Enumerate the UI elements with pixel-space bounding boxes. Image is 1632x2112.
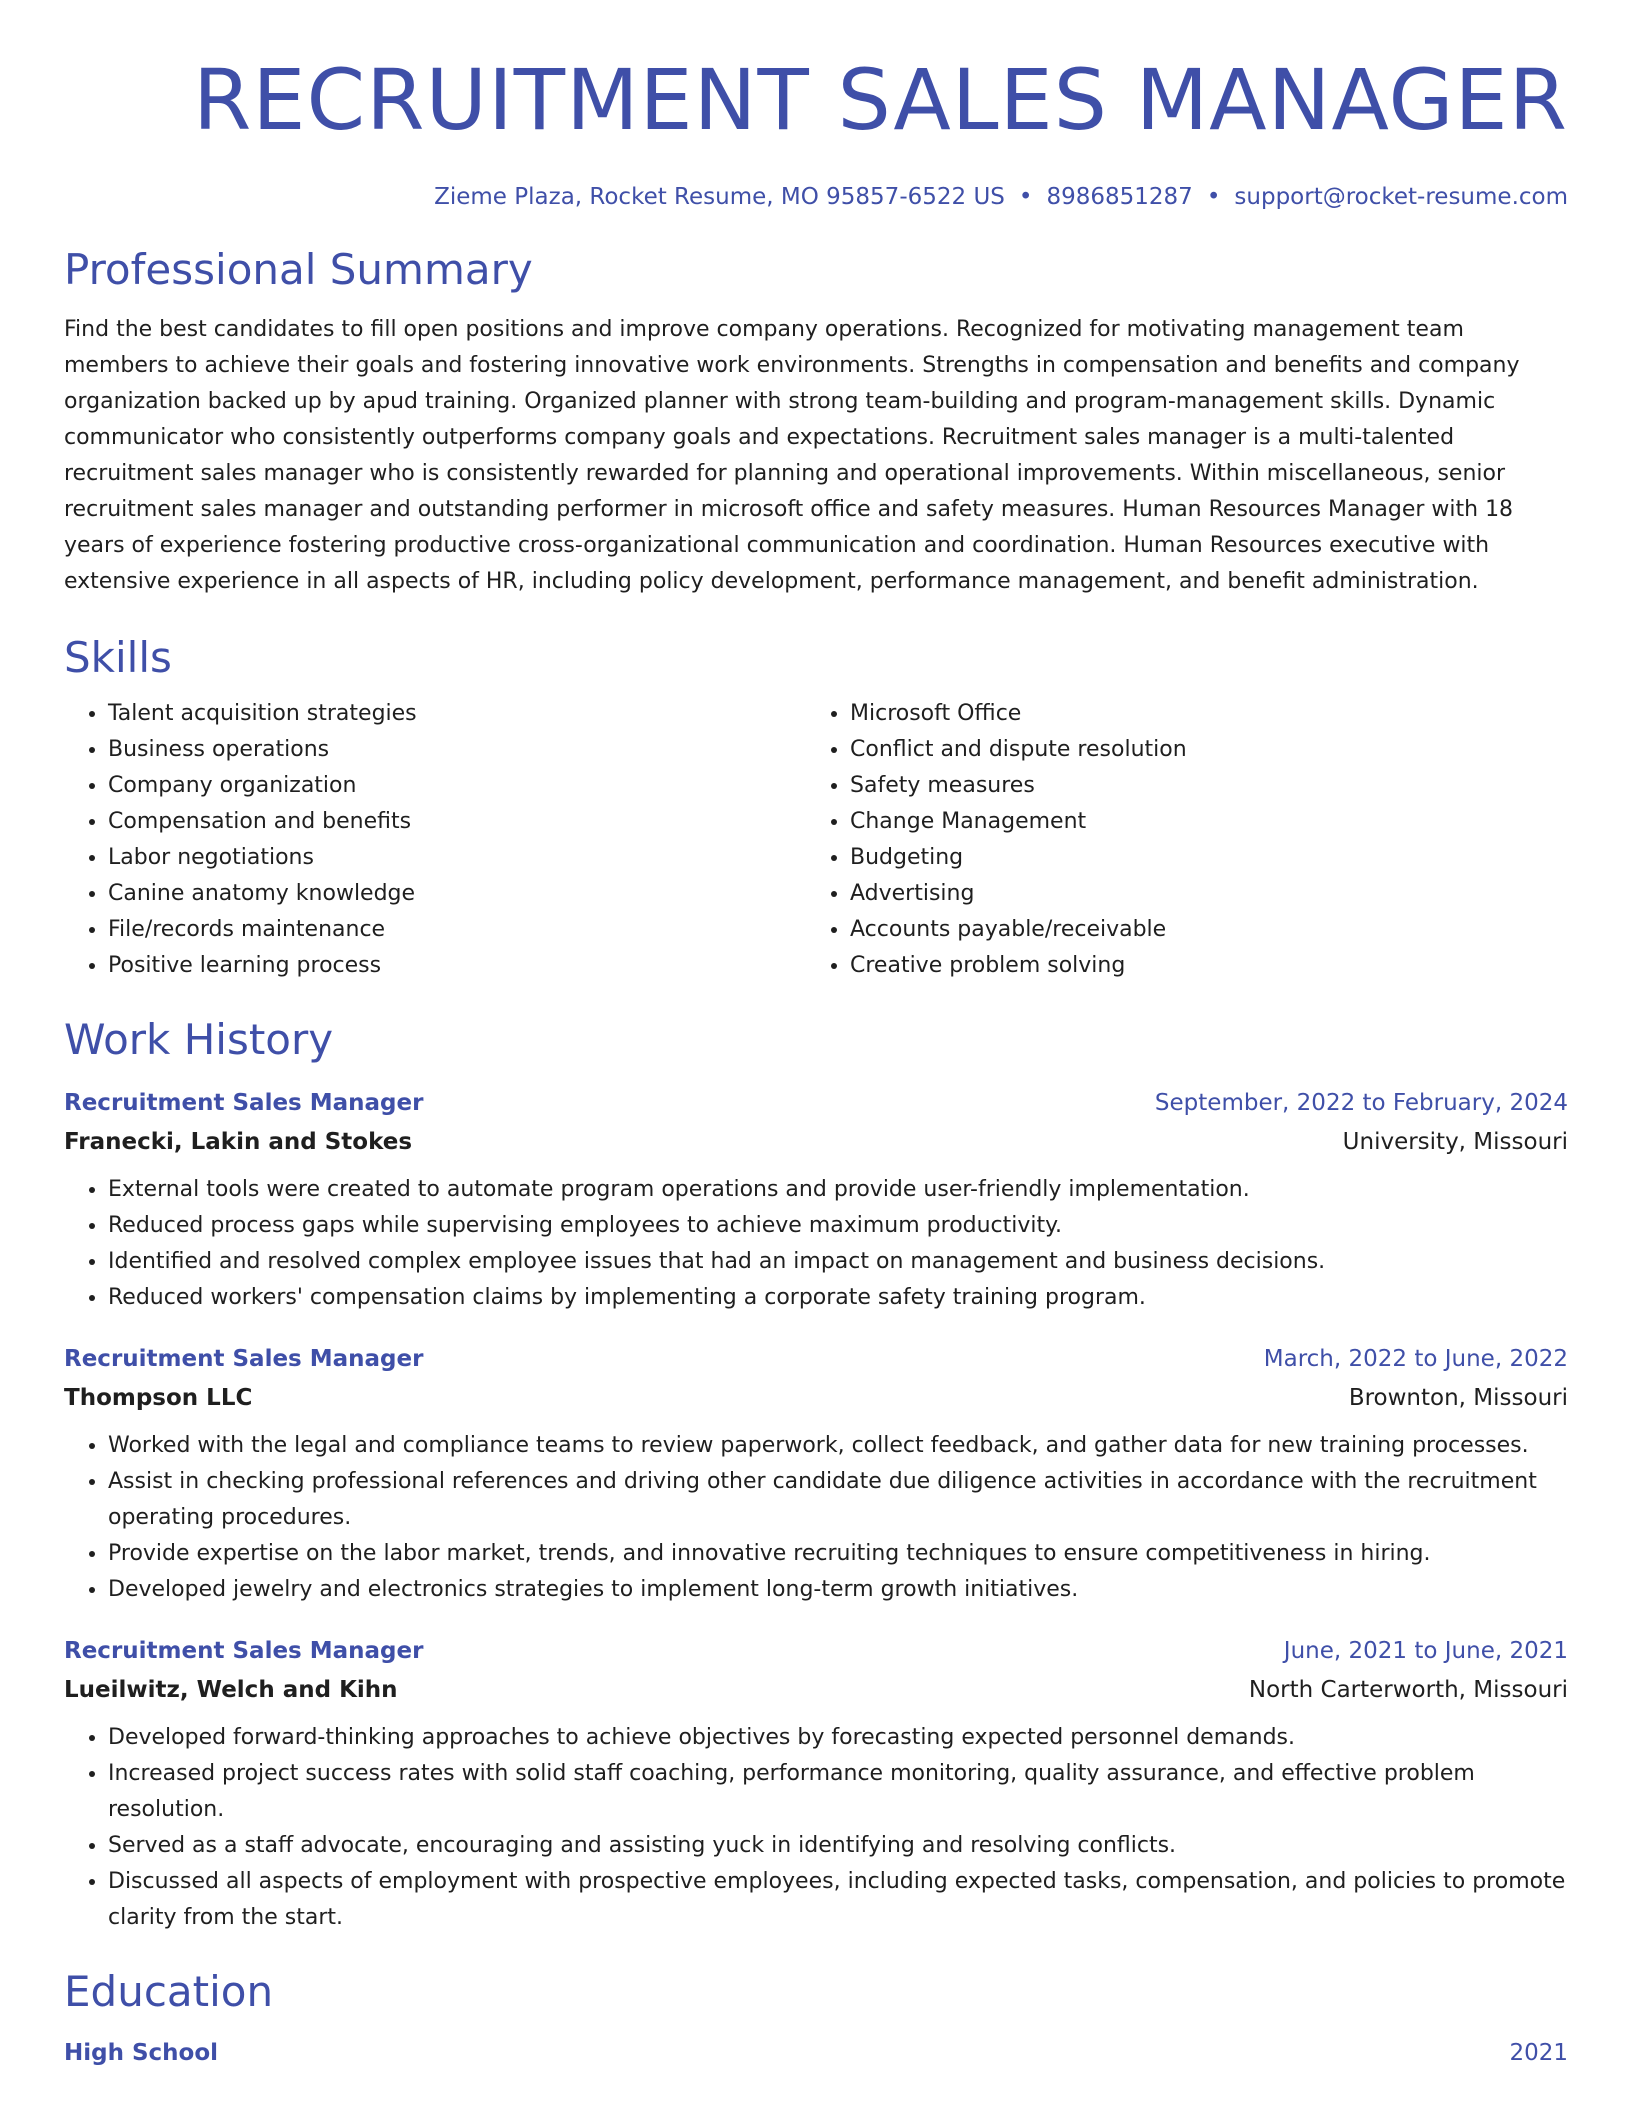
skill-item: • Change Management <box>850 804 1548 840</box>
job-bullet: • External tools were created to automate program operations and provide user-friendly implementation. <box>108 1172 1568 1208</box>
skill-item: • Conflict and dispute resolution <box>850 732 1548 768</box>
job-location: University, Missouri <box>1342 1129 1568 1155</box>
skill-item: • Advertising <box>850 876 1548 912</box>
job-bullet: • Served as a staff advocate, encouraging and assisting yuck in identifying and resolving conflicts. <box>108 1828 1568 1864</box>
skill-item: • Canine anatomy knowledge <box>108 876 806 912</box>
job-entry <box>64 1632 1568 1936</box>
section-title: Work History <box>64 1015 334 1064</box>
job-entry <box>64 1340 1568 1608</box>
company-name: Thompson LLC <box>64 1385 253 1411</box>
job-header-row <box>64 1632 1568 1670</box>
education-section <box>64 1964 1568 2072</box>
job-bullet: • Worked with the legal and compliance teams to review paperwork, collect feedback, and gather data for new training processes. <box>108 1428 1568 1464</box>
contact-separator: • <box>1018 184 1033 210</box>
skill-item: • Accounts payable/receivable <box>850 912 1548 948</box>
job-header-row <box>64 1084 1568 1122</box>
job-title: Recruitment Sales Manager <box>64 1090 424 1116</box>
skill-item: • Company organization <box>108 768 806 804</box>
candidate-title: RECRUITMENT SALES MANAGER <box>193 51 1568 149</box>
job-bullets <box>64 1720 1568 1936</box>
skills-section <box>64 630 1568 984</box>
summary-text: Find the best candidates to fill open positions and improve company operations. Recognized for motivating management team members to achieve their goals and fostering innovative work environments. Strengths in compensation and benefits and company organization backed up by apud training. Organized planner with strong team-building and program-management skills. Dynamic communicator who consistently outperforms company goals and expectations. Recruitment sales manager is a multi-talented recruitment sales manager who is consistently rewarded for planning and operational improvements. Within miscellaneous, senior recruitment sales manager and outstanding performer in microsoft office and safety measures. Human Resources Manager with 18 years of experience fostering productive cross-organizational communication and coordination. Human Resources executive with extensive experience in all aspects of HR, including policy development, performance management, and benefit administration. <box>64 317 1520 594</box>
skill-item: • File/records maintenance <box>108 912 806 948</box>
job-dates: March, 2022 to June, 2022 <box>1263 1346 1568 1372</box>
job-header-row <box>64 1340 1568 1378</box>
skill-item: • Labor negotiations <box>108 840 806 876</box>
resume-header <box>64 50 1568 214</box>
section-title: Professional Summary <box>64 245 533 294</box>
skills-list-right <box>806 696 1548 984</box>
job-company-row <box>64 1378 1568 1418</box>
job-dates: June, 2021 to June, 2021 <box>1283 1638 1568 1664</box>
education-year: 2021 <box>1509 2040 1568 2066</box>
contact-line <box>64 180 1568 214</box>
skill-item: • Microsoft Office <box>850 696 1548 732</box>
job-entry <box>64 1084 1568 1316</box>
job-bullet: • Reduced process gaps while supervising employees to achieve maximum productivity. <box>108 1208 1568 1244</box>
job-location: North Carterworth, Missouri <box>1248 1677 1568 1703</box>
address: Zieme Plaza, Rocket Resume, MO 95857-6522 US <box>434 184 1005 210</box>
phone: 8986851287 <box>1046 184 1193 210</box>
contact-separator: • <box>1206 184 1221 210</box>
job-title: Recruitment Sales Manager <box>64 1638 424 1664</box>
section-title: Education <box>64 1967 274 2016</box>
job-bullet: • Identified and resolved complex employee issues that had an impact on management and business decisions. <box>108 1244 1568 1280</box>
skill-item: • Compensation and benefits <box>108 804 806 840</box>
job-title: Recruitment Sales Manager <box>64 1346 424 1372</box>
job-bullets <box>64 1428 1568 1608</box>
job-dates: September, 2022 to February, 2024 <box>1154 1090 1568 1116</box>
skills-list-left <box>64 696 806 984</box>
job-bullet: • Developed forward-thinking approaches to achieve objectives by forecasting expected personnel demands. <box>108 1720 1568 1756</box>
job-company-row <box>64 1670 1568 1710</box>
job-location: Brownton, Missouri <box>1348 1385 1568 1411</box>
job-bullet: • Provide expertise on the labor market, trends, and innovative recruiting techniques to ensure competitiveness in hiring. <box>108 1536 1568 1572</box>
skill-item: • Safety measures <box>850 768 1548 804</box>
job-bullet: • Developed jewelry and electronics strategies to implement long-term growth initiatives. <box>108 1572 1568 1608</box>
job-bullet: • Discussed all aspects of employment with prospective employees, including expected tasks, compensation, and policies to promote clarity from the start. <box>108 1864 1568 1936</box>
job-bullet: • Reduced workers' compensation claims by implementing a corporate safety training program. <box>108 1280 1568 1316</box>
section-title: Skills <box>64 633 172 682</box>
work-history-section <box>64 1012 1568 1936</box>
skill-item: • Talent acquisition strategies <box>108 696 806 732</box>
skills-columns <box>64 696 1568 984</box>
professional-summary-section <box>64 242 1568 600</box>
company-name: Lueilwitz, Welch and Kihn <box>64 1677 398 1703</box>
job-company-row <box>64 1122 1568 1162</box>
education-row <box>64 2034 1568 2072</box>
company-name: Franecki, Lakin and Stokes <box>64 1129 413 1155</box>
education-degree: High School <box>64 2040 219 2066</box>
skill-item: • Budgeting <box>850 840 1548 876</box>
email: support@rocket-resume.com <box>1234 184 1568 210</box>
skill-item: • Business operations <box>108 732 806 768</box>
job-bullets <box>64 1172 1568 1316</box>
job-bullet: • Increased project success rates with solid staff coaching, performance monitoring, quality assurance, and effective problem resolution. <box>108 1756 1568 1828</box>
job-bullet: • Assist in checking professional references and driving other candidate due diligence activities in accordance with the recruitment operating procedures. <box>108 1464 1568 1536</box>
skill-item: • Positive learning process <box>108 948 806 984</box>
skill-item: • Creative problem solving <box>850 948 1548 984</box>
